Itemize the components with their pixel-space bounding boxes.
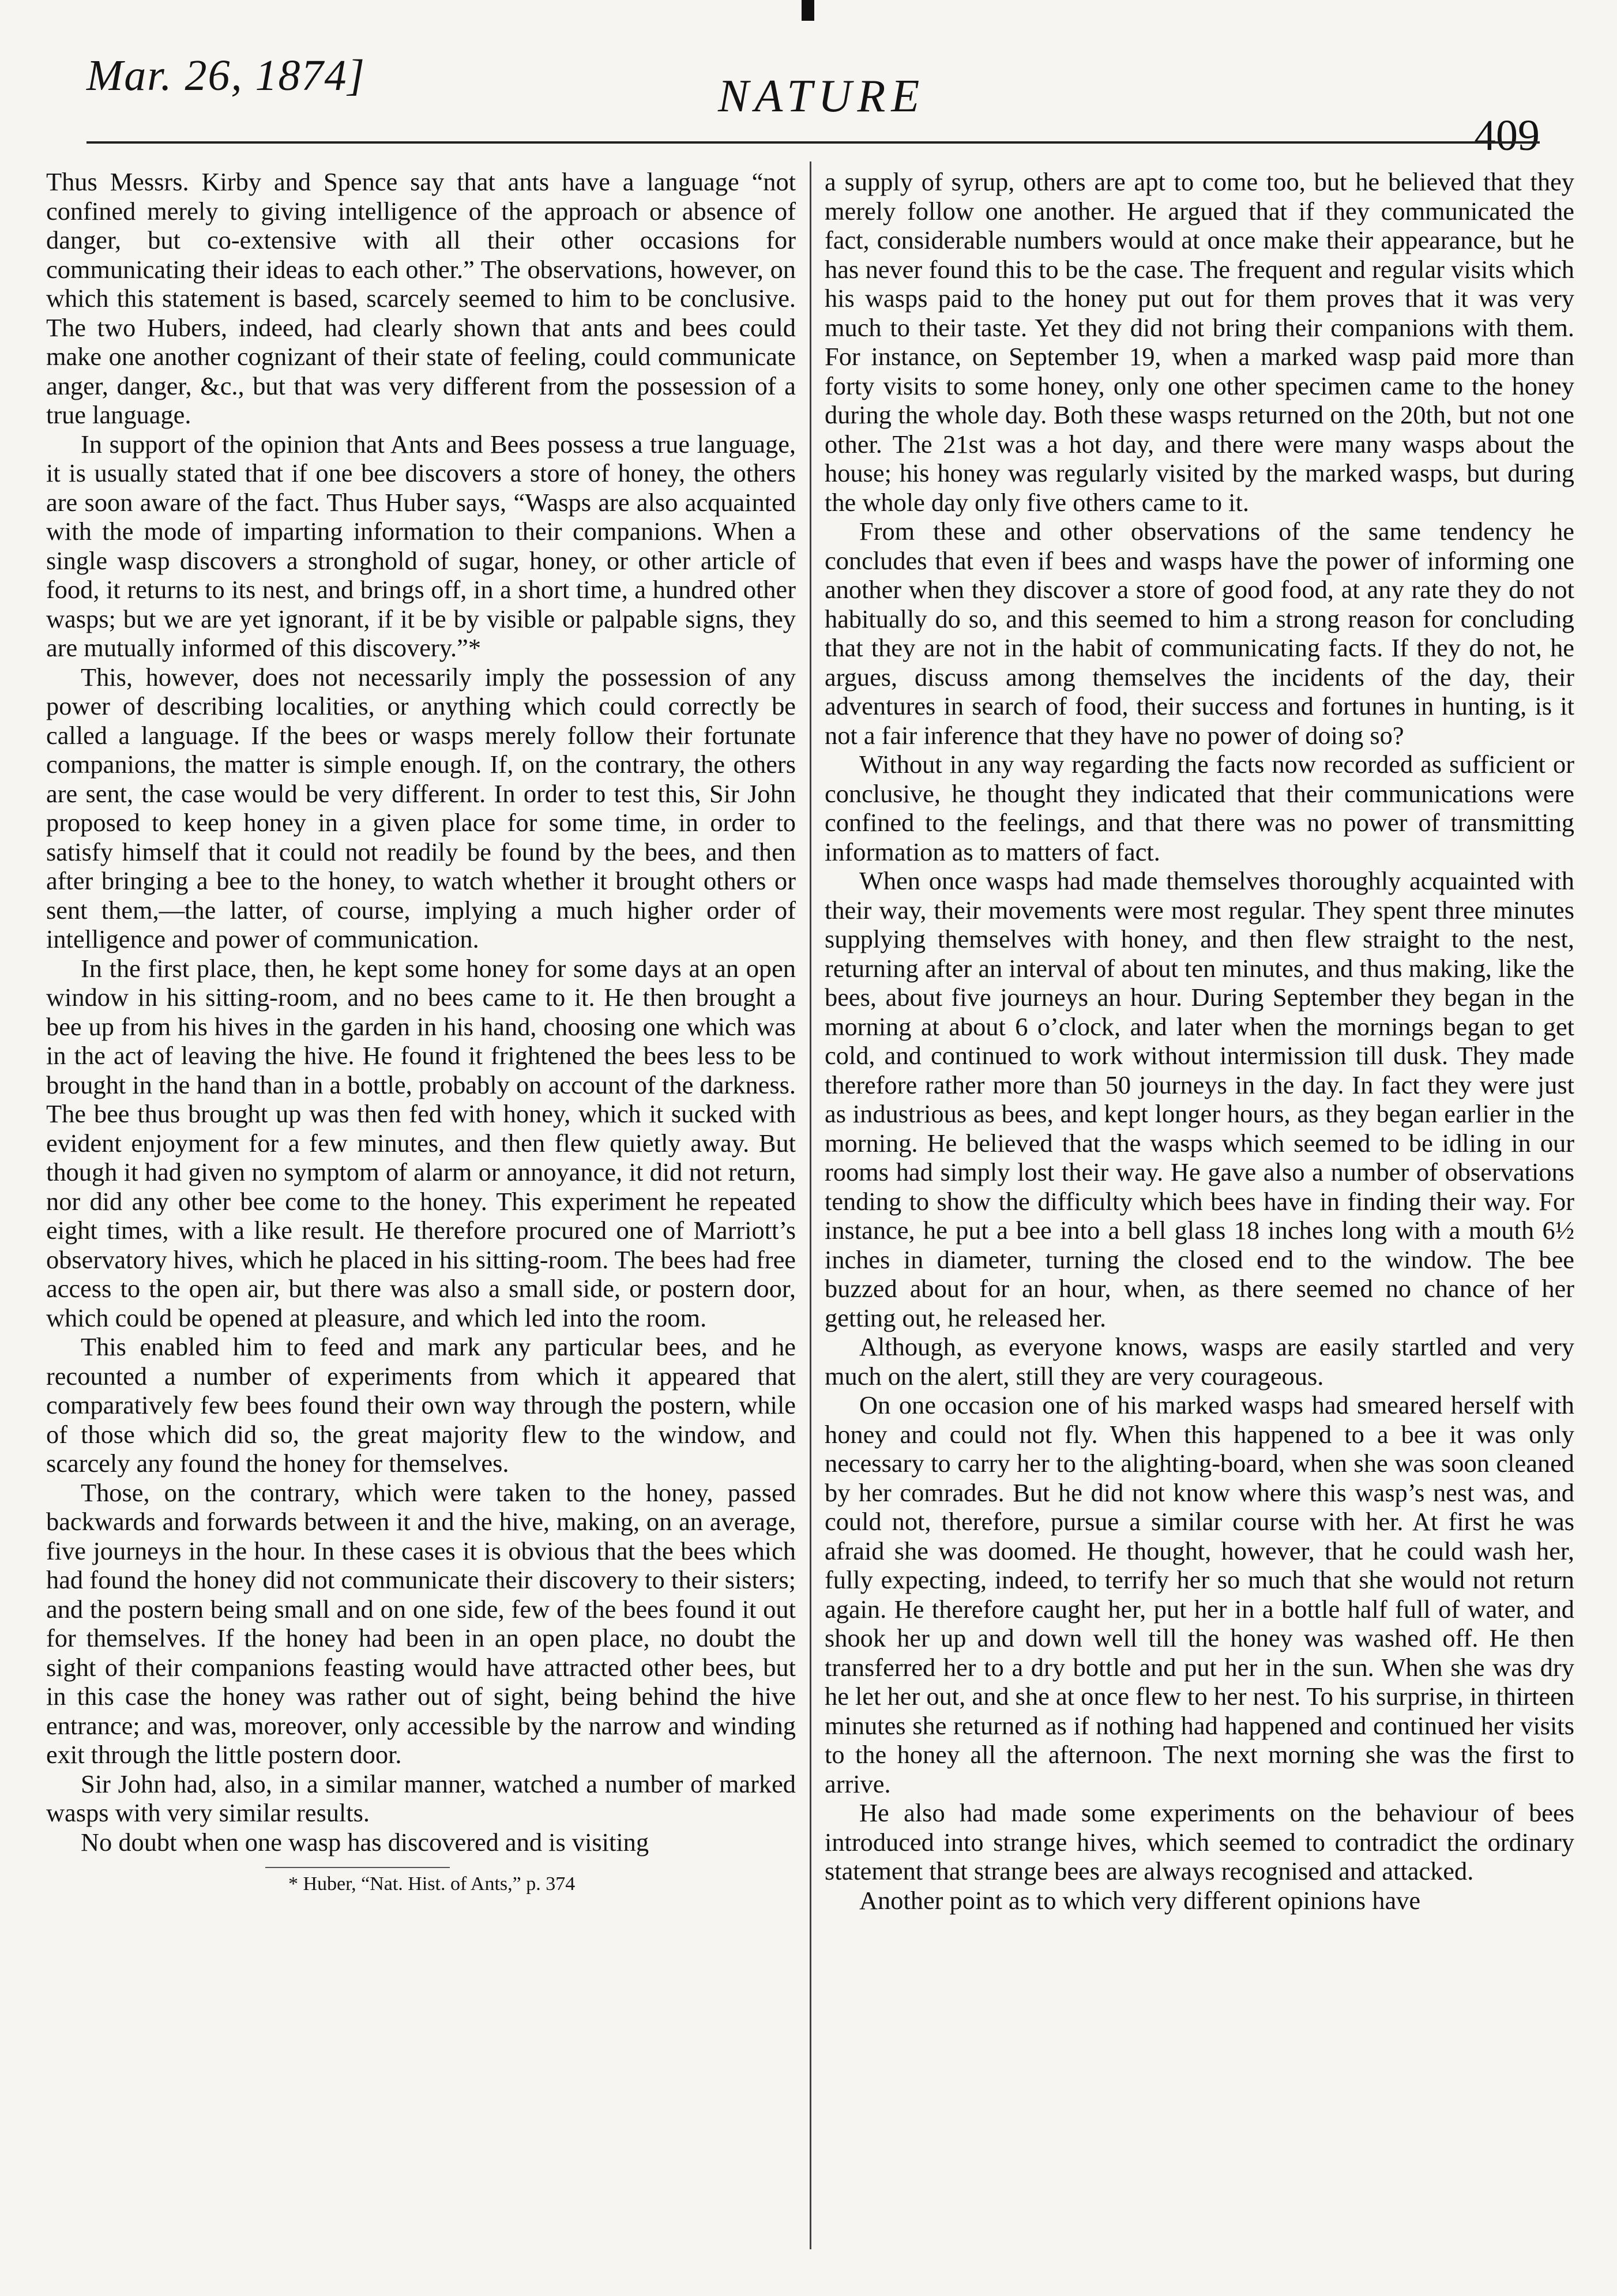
journal-title: NATURE [718,71,926,122]
paragraph: Those, on the contrary, which were taken to the honey, passed backwards and forwards between it and the hive, making, on an average, five journeys in the hour. In these cases it is obvious that the bees which had found the honey did not communicate their discovery to their sisters; and the postern being small and on one side, few of the bees found it out for themselves. If the honey had been in an open place, no doubt the sight of their companions feasting would have attracted other bees, but in this case the honey was rather out of sight, being behind the hive entrance; and was, moreover, only accessible by the narrow and winding exit through the little postern door. [46,1478,796,1769]
paragraph: In the first place, then, he kept some honey for some days at an open window in his sitting-room, and no bees came to it. He then brought a bee up from his hives in the garden in his hand, choosing one which was in the act of leaving the hive. He found it frightened the bees less to be brought in the hand than in a bottle, probably on account of the darkness. The bee thus brought up was then fed with honey, which it sucked with evident enjoyment for a few minutes, and then flew quietly away. But though it had given no symptom of alarm or annoyance, it did not return, nor did any other bee come to the honey. This experiment he repeated eight times, with a like result. He therefore procured one of Marriott’s observatory hives, which he placed in his sitting-room. The bees had free access to the open air, but there was also a small side, or postern door, which could be opened at pleasure, and which led into the room. [46,953,796,1332]
paragraph: This, however, does not necessarily imply the possession of any power of describing localities, or anything which could correctly be called a language. If the bees or wasps merely follow their fortunate companions, the matter is simple enough. If, on the contrary, the others are sent, the case would be very different. In order to test this, Sir John proposed to keep honey in a given place for some time, in order to satisfy himself that it could not readily be found by the bees, and then after bringing a bee to the honey, to watch whether it brought others or sent them,—the latter, of course, implying a much higher order of intelligence and power of communication. [46,662,796,953]
paragraph: Another point as to which very different opinions have [859,1885,1421,1915]
paragraph: In support of the opinion that Ants and Bees possess a true language, it is usually stated that if one bee discovers a store of honey, the others are soon aware of the fact. Thus Huber says, “Wasps are also acquainted with the mode of imparting information to their companions. When a single wasp discovers a stronghold of sugar, honey, or other article of food, it returns to its nest, and brings off, in a short time, a hundred other wasps; but we are yet ignorant, if it be by visible or palpable signs, they are mutually informed of this discovery.”* [46,429,796,662]
paragraph: Without in any way regarding the facts now recorded as sufficient or conclusive, he thought they indicated that their communications were confined to the feelings, and that there was no power of transmitting information as to matters of fact. [825,750,1574,866]
top-printer-mark [802,0,814,21]
right-column [825,167,1574,2244]
paragraph: Although, as everyone knows, wasps are easily startled and very much on the alert, still they are very courageous. [825,1332,1574,1391]
footnote-rule [265,1867,450,1868]
footnote: * Huber, “Nat. Hist. of Ants,” p. 374 [288,1873,576,1895]
issue-date: Mar. 26, 1874] [87,51,366,100]
paragraph: On one occasion one of his marked wasps had smeared herself with honey and could not fly. When this happened to a bee it was only necessary to carry her to the alighting-board, when she was soon cleaned by her comrades. But he did not know where this wasp’s nest was, and could not, therefore, pursue a similar course with her. At first he was afraid she was doomed. He thought, however, that he could wash her, fully expecting, indeed, to terrify her so much that she would not return again. He therefore caught her, put her in a bottle half full of water, and shook her up and down well till the honey was washed off. He then transferred her to a dry bottle and put her in the sun. When she was dry he let her out, and she at once flew to her nest. To his surprise, in thirteen minutes she returned as if nothing had happened and continued her visits to the honey all the afternoon. The next morning she was the first to arrive. [825,1391,1574,1798]
paragraph: When once wasps had made themselves thoroughly acquainted with their way, their movements were most regular. They spent three minutes supplying themselves with honey, and then flew straight to the nest, returning after an interval of about ten minutes, and thus making, like the bees, about five journeys an hour. During September they began in the morning at about 6 o’clock, and later when the mornings began to get cold, and continued to work without intermission till dusk. They made therefore rather more than 50 journeys in the day. In fact they were just as industrious as bees, and kept longer hours, as they began earlier in the morning. He believed that the wasps which seemed to be idling in our rooms had simply lost their way. He gave also a number of observations tending to show the difficulty which bees have in finding their way. For instance, he put a bee into a bell glass 18 inches long with a mouth 6½ inches in diameter, turning the closed end to the window. The bee buzzed about for an hour, when, as there seemed no chance of her getting out, he released her. [825,866,1574,1332]
paragraph: This enabled him to feed and mark any particular bees, and he recounted a number of experiments from which it appeared that comparatively few bees found their own way through the postern, while of those which did so, the great majority flew to the window, and scarcely any found the honey for themselves. [46,1332,796,1478]
left-column [46,167,796,2244]
paragraph: No doubt when one wasp has discovered and is visiting [81,1827,649,1857]
paragraph: Sir John had, also, in a similar manner, watched a number of marked wasps with very similar results. [46,1769,796,1827]
page-number: 409 [1474,111,1540,160]
paragraph: He also had made some experiments on the behaviour of bees introduced into strange hives, which seemed to contradict the ordinary statement that strange bees are always recognised and attacked. [825,1798,1574,1885]
paragraph: a supply of syrup, others are apt to come too, but he believed that they merely follow one another. He argued that if they communicated the fact, considerable numbers would at once make their appearance, but he has never found this to be the case. The frequent and regular visits which his wasps paid to the honey put out for them proves that it was very much to their taste. Yet they did not bring their companions with them. For instance, on September 19, when a marked wasp paid more than forty visits to some honey, only one other specimen came to the honey during the whole day. Both these wasps returned on the 20th, but not one other. The 21st was a hot day, and there were many wasps about the house; his honey was regularly visited by the marked wasps, but during the whole day only five others came to it. [825,167,1574,517]
paragraph: From these and other observations of the same tendency he concludes that even if bees and wasps have the power of informing one another when they discover a store of good food, at any rate they do not habitually do so, and this seemed to him a strong reason for concluding that they are not in the habit of communicating facts. If they do not, he argues, discuss among themselves the incidents of the day, their adventures in search of food, their success and fortunes in hunting, is it not a fair inference that they have no power of doing so? [825,517,1574,750]
paragraph: Thus Messrs. Kirby and Spence say that ants have a language “not confined merely to giving intelligence of the approach or absence of danger, but co-extensive with all their other occasions for communicating their ideas to each other.” The observations, however, on which this statement is based, scarcely seemed to him to be conclusive. The two Hubers, indeed, had clearly shown that ants and bees could make one another cognizant of their state of feeling, could communicate anger, danger, &c., but that was very different from the possession of a true language. [46,167,796,429]
column-divider [810,161,811,2249]
header-rule [87,141,1540,144]
page-header [46,40,1557,160]
